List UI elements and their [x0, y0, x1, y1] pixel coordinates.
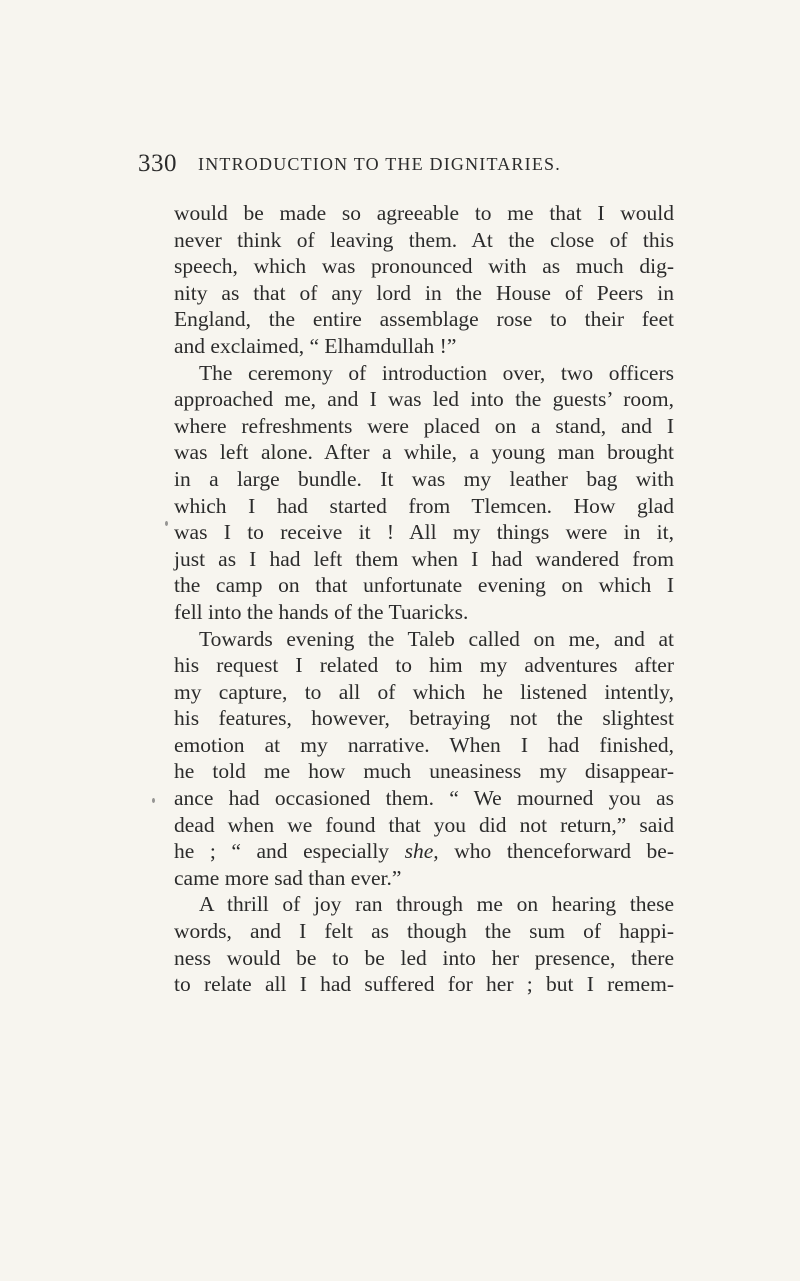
text-line: his features, however, betraying not the slightest: [174, 706, 674, 731]
text-line: his request I related to him my adventures after: [174, 653, 674, 678]
text-line: where refreshments were placed on a stand, and I: [174, 413, 674, 438]
body-text: [174, 200, 674, 998]
text-segment: who thenceforward be-: [438, 839, 674, 864]
text-line: which I had started from Tlemcen. How glad: [174, 493, 674, 518]
text-line-with-emphasis: [174, 838, 674, 865]
text-line: words, and I felt as though the sum of happi-: [174, 919, 674, 944]
text-line: nity as that of any lord in the House of Peers in: [174, 280, 674, 305]
page-header: [138, 150, 658, 178]
text-line: just as I had left them when I had wandered from: [174, 546, 674, 571]
text-line: my capture, to all of which he listened intently,: [174, 679, 674, 704]
text-line: he told me how much uneasiness my disappear-: [174, 759, 674, 784]
text-line: would be made so agreeable to me that I would: [174, 201, 674, 225]
text-line: was left alone. After a while, a young man brought: [174, 440, 674, 465]
text-line: never think of leaving them. At the close of this: [174, 227, 674, 252]
text-line: was I to receive it ! All my things were in it,: [174, 520, 674, 545]
paper-speck: [152, 798, 155, 803]
text-line: came more sad than ever.”: [174, 865, 402, 890]
text-line: A thrill of joy ran through me on hearing these: [199, 892, 674, 917]
text-line: in a large bundle. It was my leather bag with: [174, 466, 674, 491]
text-line: Towards evening the Taleb called on me, and at: [199, 626, 674, 651]
text-line: the camp on that unfortunate evening on which I: [174, 573, 674, 598]
text-line: approached me, and I was led into the guests’ room,: [174, 387, 674, 412]
text-line: England, the entire assemblage rose to their feet: [174, 307, 674, 332]
text-line: The ceremony of introduction over, two officers: [199, 360, 674, 385]
text-line: dead when we found that you did not return,” said: [174, 812, 674, 837]
text-line: and exclaimed, “ Elhamdullah !”: [174, 333, 457, 358]
text-line: to relate all I had suffered for her ; but I remem-: [174, 972, 674, 997]
text-line: ness would be to be led into her presence, there: [174, 945, 674, 970]
text-line: fell into the hands of the Tuaricks.: [174, 599, 469, 624]
running-head: INTRODUCTION TO THE DIGNITARIES.: [198, 154, 561, 174]
emphasized-word: she,: [404, 839, 439, 864]
text-segment: he ; “ and especially: [174, 839, 390, 864]
text-line: emotion at my narrative. When I had finished,: [174, 732, 674, 757]
paper-speck: [165, 521, 168, 526]
text-line: speech, which was pronounced with as much dig-: [174, 254, 674, 279]
text-line: ance had occasioned them. “ We mourned you as: [174, 786, 674, 811]
page-number: 330: [138, 150, 177, 177]
